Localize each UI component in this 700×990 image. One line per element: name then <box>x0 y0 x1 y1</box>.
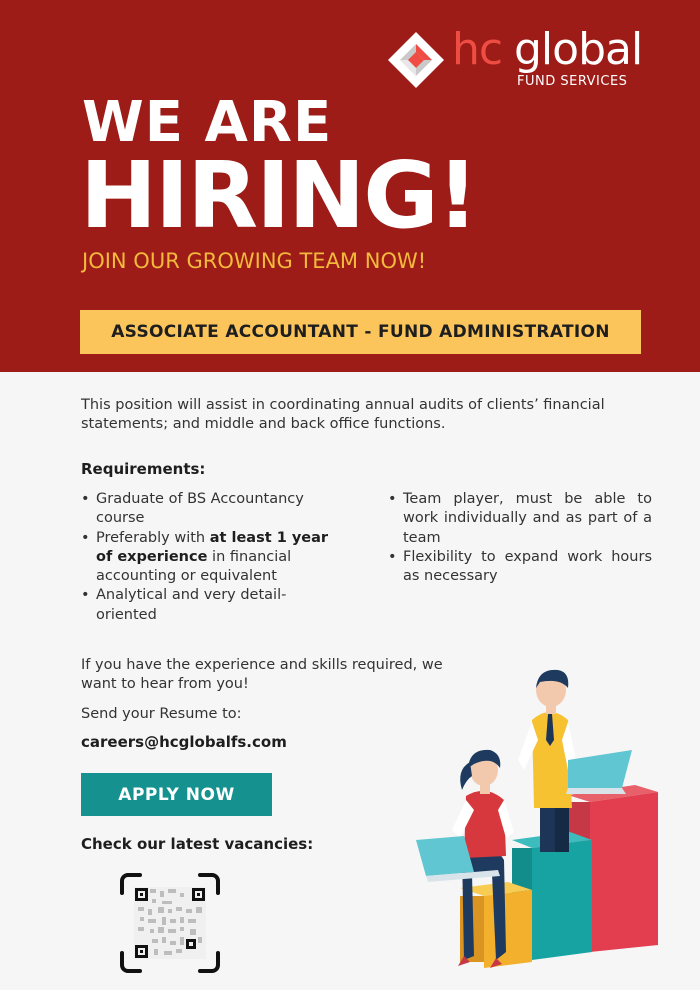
list-item: • Flexibility to expand work hours as necessary <box>388 548 652 587</box>
logo-text-hc: hc <box>452 24 503 75</box>
brand-logo <box>386 24 676 96</box>
list-item <box>81 529 341 587</box>
list-item: • Graduate of BS Accountancy course <box>81 490 341 529</box>
headline-we-are: WE ARE <box>82 90 333 155</box>
vacancies-label: Check our latest vacancies: <box>81 835 314 853</box>
apply-now-button[interactable]: APPLY NOW <box>81 773 272 816</box>
headline-hiring: HIRING! <box>80 142 477 249</box>
requirements-heading: Requirements: <box>81 460 206 478</box>
logo-text-global: global <box>514 24 643 75</box>
email-link[interactable]: careers@hcglobalfs.com <box>81 733 287 751</box>
experience-suffix: in financial accounting or equivalent <box>96 548 292 585</box>
position-title: ASSOCIATE ACCOUNTANT - FUND ADMINISTRATION <box>111 322 610 342</box>
send-resume-label: Send your Resume to: <box>81 706 242 722</box>
hcglobal-logo-mark-icon <box>386 30 446 90</box>
experience-prefix: Preferably with <box>96 529 210 546</box>
list-item: • Team player, must be able to work individually and as part of a team <box>388 490 652 548</box>
position-title-banner <box>80 310 641 354</box>
logo-subtitle: FUND SERVICES <box>517 74 628 89</box>
woman-figure <box>416 750 514 968</box>
closing-text: If you have the experience and skills required, we want to hear from you! <box>81 657 443 692</box>
tagline: JOIN OUR GROWING TEAM NOW! <box>82 249 427 273</box>
job-description: This position will assist in coordinating annual audits of clients’ financial statements; and middle and back office functions. <box>81 397 605 432</box>
list-item: • Analytical and very detail-oriented <box>81 586 341 625</box>
office-workers-illustration-icon <box>400 660 670 972</box>
requirements-list-left <box>81 490 341 625</box>
qr-code-icon[interactable] <box>118 871 222 975</box>
requirements-list-right <box>388 490 652 586</box>
hero-banner <box>0 0 700 372</box>
experience-highlight: at least 1 year of experience <box>96 529 329 565</box>
